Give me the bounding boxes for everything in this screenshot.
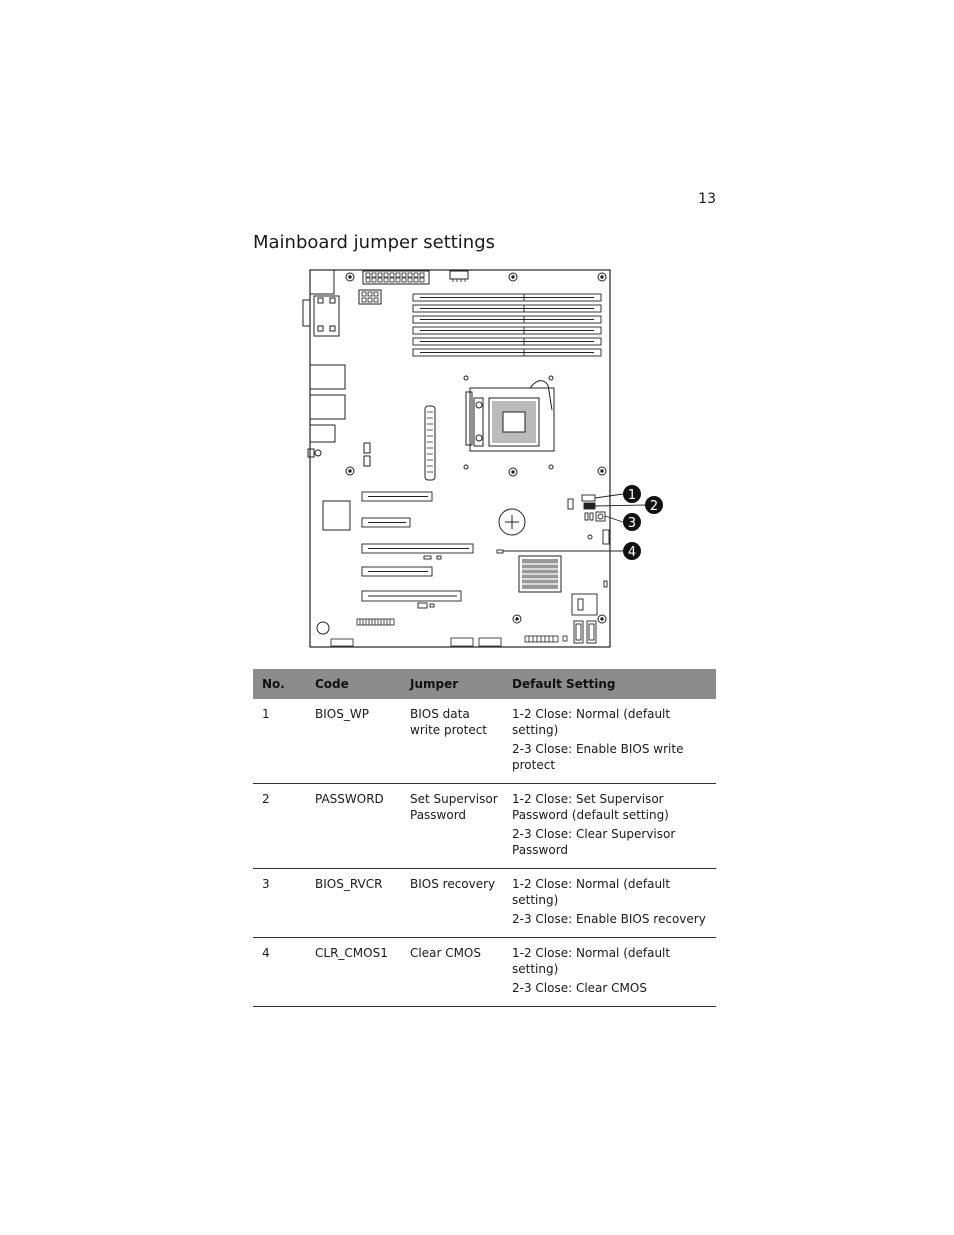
cpu-socket: [464, 376, 554, 469]
cell-jumper: Set Supervisor Password: [401, 784, 503, 869]
cell-code: CLR_CMOS1: [306, 938, 401, 1007]
board-outline: [310, 270, 610, 647]
setting-line: 1-2 Close: Normal (default setting): [512, 707, 671, 737]
chipset-heatsink: [519, 556, 561, 592]
jumper-settings-table: [253, 669, 716, 1007]
mainboard-diagram: [296, 262, 676, 654]
callout-4-label: 4: [627, 545, 637, 560]
dimm-slots: [413, 294, 601, 356]
vertical-connector: [364, 406, 435, 480]
cell-no: 2: [253, 784, 306, 869]
callout-3: [623, 513, 641, 531]
cell-code: PASSWORD: [306, 784, 401, 869]
header-jumper: Jumper: [401, 669, 503, 699]
io-chip: [323, 501, 350, 530]
setting-line: 1-2 Close: Set Supervisor Password (default setting): [512, 792, 669, 822]
bottom-headers: [331, 619, 567, 646]
cell-jumper: BIOS recovery: [401, 869, 503, 938]
cmos-battery: [499, 509, 525, 535]
setting-line: 2-3 Close: Enable BIOS recovery: [512, 912, 706, 926]
cell-default-setting: [503, 784, 716, 869]
cell-code: BIOS_WP: [306, 699, 401, 784]
cell-no: 1: [253, 699, 306, 784]
header-default-setting: Default Setting: [503, 669, 716, 699]
table-header-row: [253, 669, 716, 699]
callout-3-label: 3: [627, 516, 637, 531]
setting-line: 2-3 Close: Clear CMOS: [512, 981, 647, 995]
table-row: [253, 938, 716, 1007]
header-code: Code: [306, 669, 401, 699]
callout-2-label: 2: [649, 499, 659, 514]
power-connectors: [359, 271, 468, 304]
sata-connectors: [572, 581, 607, 643]
cell-default-setting: [503, 699, 716, 784]
callout-1-label: 1: [627, 488, 637, 503]
page-number: 13: [698, 191, 716, 207]
cell-default-setting: [503, 938, 716, 1007]
header-no: No.: [253, 669, 306, 699]
cell-no: 3: [253, 869, 306, 938]
section-title: Mainboard jumper settings: [253, 232, 496, 253]
table-row: [253, 699, 716, 784]
setting-line: 1-2 Close: Normal (default setting): [512, 877, 671, 907]
callout-1: [623, 485, 641, 503]
callout-4: [623, 542, 641, 560]
cell-default-setting: [503, 869, 716, 938]
callout-2: [645, 496, 663, 514]
rear-io: [303, 270, 345, 457]
cell-code: BIOS_RVCR: [306, 869, 401, 938]
pcie-slots: [362, 492, 473, 608]
cell-jumper: BIOS data write protect: [401, 699, 503, 784]
setting-line: 2-3 Close: Clear Supervisor Password: [512, 827, 676, 857]
setting-line: 2-3 Close: Enable BIOS write protect: [512, 742, 684, 772]
cell-jumper: Clear CMOS: [401, 938, 503, 1007]
cell-no: 4: [253, 938, 306, 1007]
table-row: [253, 869, 716, 938]
setting-line: 1-2 Close: Normal (default setting): [512, 946, 671, 976]
table-row: [253, 784, 716, 869]
jumper-area: [497, 495, 609, 553]
